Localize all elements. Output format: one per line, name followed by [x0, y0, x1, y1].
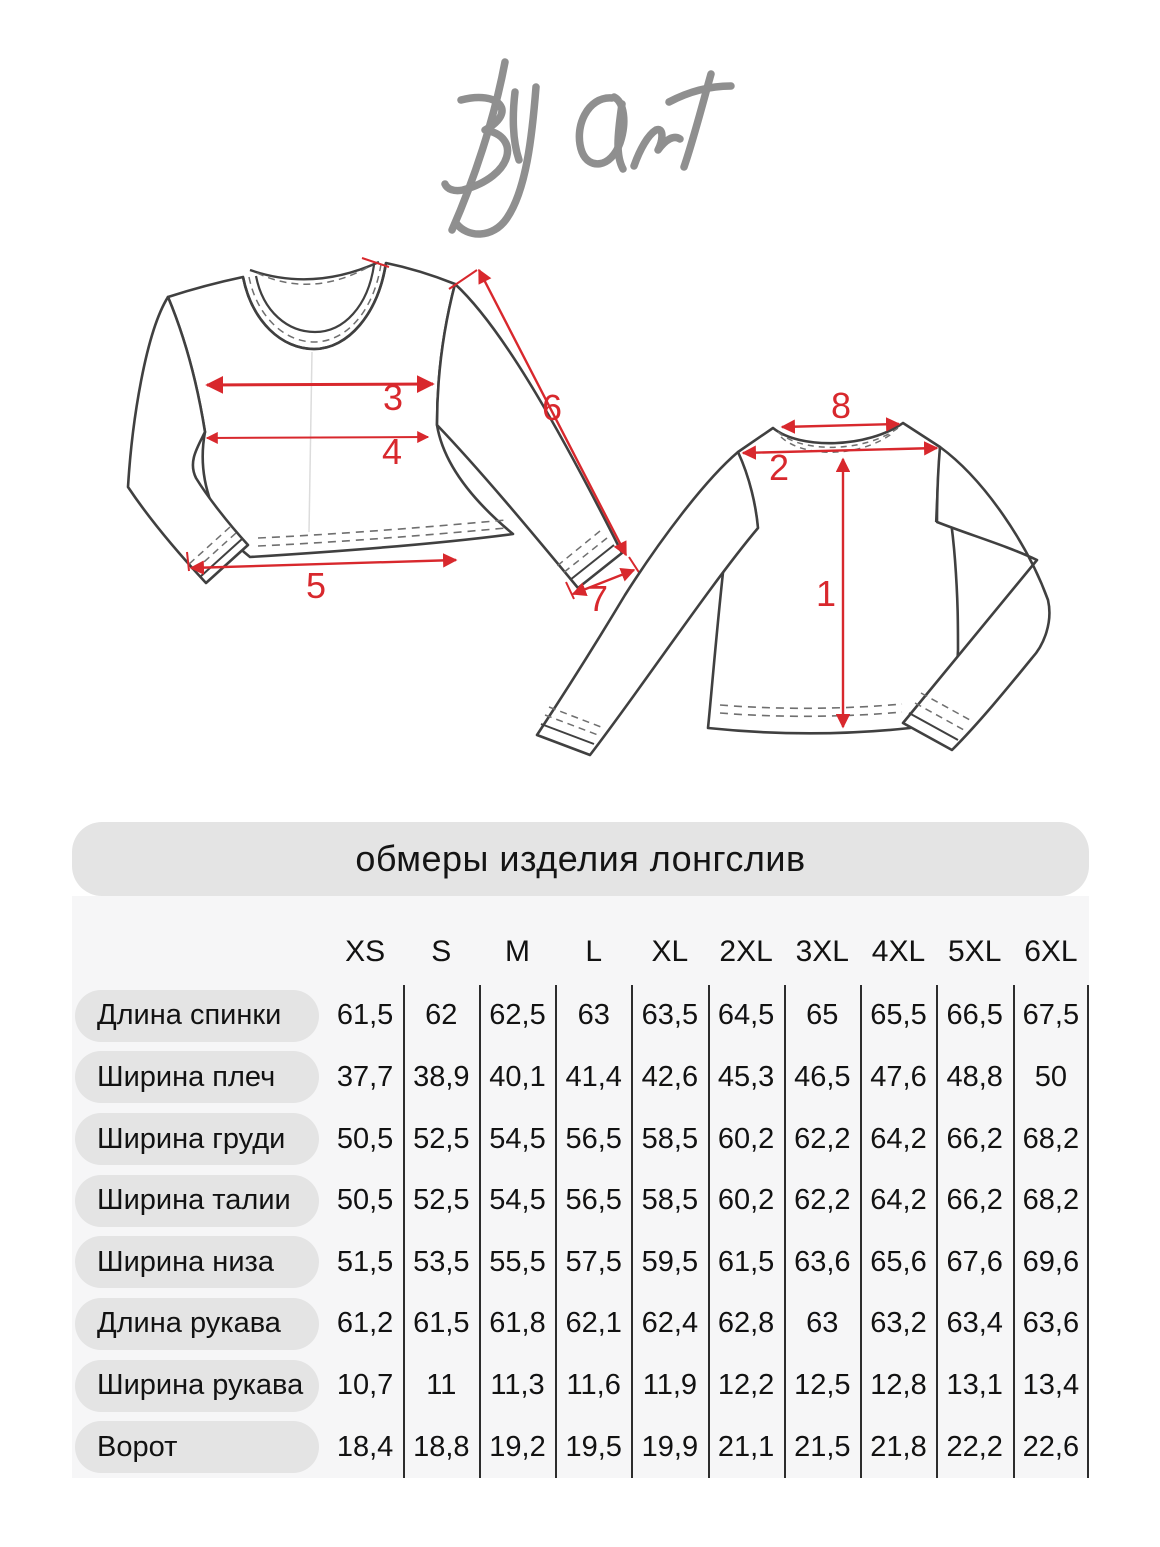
size-value: 62,2: [794, 1184, 851, 1217]
size-value: 46,5: [794, 1060, 851, 1093]
size-value: 58,5: [641, 1122, 699, 1155]
table-row: [72, 1416, 1089, 1478]
size-value: 69,6: [1022, 1245, 1080, 1278]
dimension-label-1: 1: [815, 573, 837, 614]
dimension-label-7: 7: [587, 578, 609, 619]
row-label: Ворот: [97, 1430, 178, 1463]
size-value: 50,5: [336, 1184, 394, 1217]
size-value: 65,5: [870, 999, 927, 1032]
size-value: 58,5: [641, 1184, 699, 1217]
size-value: 21,1: [717, 1430, 775, 1463]
size-value: 11,9: [642, 1369, 698, 1402]
size-value: 12,2: [717, 1369, 775, 1402]
size-value: 38,9: [413, 1060, 470, 1093]
size-value: 21,5: [794, 1430, 851, 1463]
size-column-header: 3XL: [795, 934, 849, 968]
size-value: 62: [425, 999, 458, 1032]
dimension-label-5: 5: [305, 565, 327, 606]
size-value: 68,2: [1022, 1184, 1080, 1217]
row-label-pill: [75, 1421, 319, 1473]
dimension-label-2: 2: [768, 447, 790, 488]
size-value: 61,2: [336, 1307, 394, 1340]
size-value: 68,2: [1022, 1122, 1080, 1155]
size-value: 61,5: [413, 1307, 470, 1340]
size-table: [72, 822, 1089, 1478]
size-value: 10,7: [336, 1369, 394, 1402]
back-view-drawing: [537, 385, 1049, 755]
size-value: 41,4: [565, 1060, 622, 1093]
dimension-label-6: 6: [541, 387, 563, 428]
size-value: 18,8: [413, 1430, 470, 1463]
size-value: 12,5: [794, 1369, 851, 1402]
size-value: 56,5: [565, 1184, 622, 1217]
table-title-bar: [72, 822, 1089, 896]
size-value: 55,5: [489, 1245, 546, 1278]
size-header-row: [327, 896, 1089, 985]
size-value: 22,6: [1022, 1430, 1080, 1463]
row-label: Ширина талии: [97, 1184, 291, 1217]
size-value: 52,5: [413, 1184, 470, 1217]
row-label: Ширина груди: [97, 1122, 286, 1155]
size-value: 63: [806, 1307, 839, 1340]
size-column-header: XL: [651, 934, 689, 968]
size-column-header: S: [431, 934, 452, 968]
size-value: 19,9: [641, 1430, 699, 1463]
row-label: Длина рукава: [97, 1307, 281, 1340]
table-row: [72, 1170, 1089, 1232]
size-value: 62,4: [641, 1307, 699, 1340]
size-value: 61,5: [336, 999, 394, 1032]
row-label: Ширина низа: [97, 1245, 274, 1278]
dimension-label-8: 8: [830, 385, 852, 426]
size-value: 21,8: [870, 1430, 927, 1463]
size-value: 18,4: [336, 1430, 394, 1463]
row-label-pill: [75, 1175, 319, 1227]
size-value: 62,1: [565, 1307, 622, 1340]
size-value: 57,5: [565, 1245, 622, 1278]
size-value: 13,1: [946, 1369, 1003, 1402]
size-column-header: 6XL: [1024, 934, 1078, 968]
size-value: 48,8: [946, 1060, 1003, 1093]
size-value: 13,4: [1022, 1369, 1080, 1402]
size-value: 62,5: [489, 999, 546, 1032]
table-row: [72, 1293, 1089, 1355]
size-value: 50,5: [336, 1122, 394, 1155]
size-value: 59,5: [641, 1245, 699, 1278]
size-value: 67,5: [1022, 999, 1080, 1032]
size-value: 11,6: [566, 1369, 621, 1402]
row-label-pill: [75, 990, 319, 1042]
row-label: Ширина плеч: [97, 1060, 276, 1093]
size-value: 64,2: [870, 1122, 927, 1155]
size-column-header: L: [585, 934, 603, 968]
size-value: 56,5: [565, 1122, 622, 1155]
front-view-drawing: [128, 258, 640, 619]
size-value: 19,2: [489, 1430, 546, 1463]
size-value: 63,6: [1022, 1307, 1080, 1340]
size-column-header: XS: [345, 934, 386, 968]
row-label: Длина спинки: [97, 999, 282, 1032]
size-value: 12,8: [870, 1369, 927, 1402]
table-row: [72, 1232, 1089, 1294]
size-value: 63,5: [641, 999, 699, 1032]
row-label-pill: [75, 1236, 319, 1288]
table-row: [72, 1047, 1089, 1109]
size-value: 45,3: [717, 1060, 775, 1093]
table-title: обмеры изделия лонгслив: [355, 838, 806, 879]
size-value: 53,5: [413, 1245, 470, 1278]
size-value: 54,5: [489, 1122, 546, 1155]
size-value: 63,2: [870, 1307, 927, 1340]
table-rows: [72, 985, 1089, 1478]
front-right-sleeve: [437, 284, 622, 588]
table-row: [72, 985, 1089, 1047]
size-value: 60,2: [717, 1184, 775, 1217]
row-label-pill: [75, 1051, 319, 1103]
dimension-label-3: 3: [382, 377, 404, 418]
size-value: 51,5: [336, 1245, 394, 1278]
row-label-pill: [75, 1113, 319, 1165]
size-value: 50: [1034, 1060, 1068, 1093]
table-row: [72, 1355, 1089, 1417]
size-value: 65,6: [870, 1245, 927, 1278]
size-value: 11,3: [490, 1369, 545, 1402]
size-value: 64,5: [717, 999, 775, 1032]
size-column-header: 5XL: [948, 934, 1002, 968]
size-value: 63: [577, 999, 610, 1032]
size-value: 65: [806, 999, 839, 1032]
size-value: 11: [426, 1369, 457, 1402]
size-value: 52,5: [413, 1122, 470, 1155]
size-value: 63,6: [794, 1245, 851, 1278]
row-label-pill: [75, 1360, 319, 1412]
size-value: 54,5: [489, 1184, 546, 1217]
row-label-pill: [75, 1298, 319, 1350]
size-value: 37,7: [336, 1060, 394, 1093]
size-value: 62,8: [717, 1307, 775, 1340]
size-value: 66,2: [946, 1184, 1003, 1217]
size-column-header: 4XL: [871, 934, 926, 968]
size-value: 61,8: [489, 1307, 546, 1340]
size-value: 63,4: [946, 1307, 1003, 1340]
size-value: 66,5: [946, 999, 1003, 1032]
size-value: 61,5: [717, 1245, 775, 1278]
size-value: 22,2: [946, 1430, 1003, 1463]
size-value: 47,6: [870, 1060, 927, 1093]
size-value: 42,6: [641, 1060, 699, 1093]
size-value: 40,1: [489, 1060, 546, 1093]
size-value: 60,2: [717, 1122, 775, 1155]
size-value: 67,6: [946, 1245, 1003, 1278]
table-row: [72, 1108, 1089, 1170]
size-column-header: M: [504, 934, 530, 968]
row-label: Ширина рукава: [97, 1369, 304, 1402]
dimension-label-4: 4: [381, 431, 403, 472]
size-value: 62,2: [794, 1122, 851, 1155]
size-value: 64,2: [870, 1184, 927, 1217]
size-column-header: 2XL: [719, 934, 773, 968]
size-value: 19,5: [565, 1430, 622, 1463]
size-value: 66,2: [946, 1122, 1003, 1155]
